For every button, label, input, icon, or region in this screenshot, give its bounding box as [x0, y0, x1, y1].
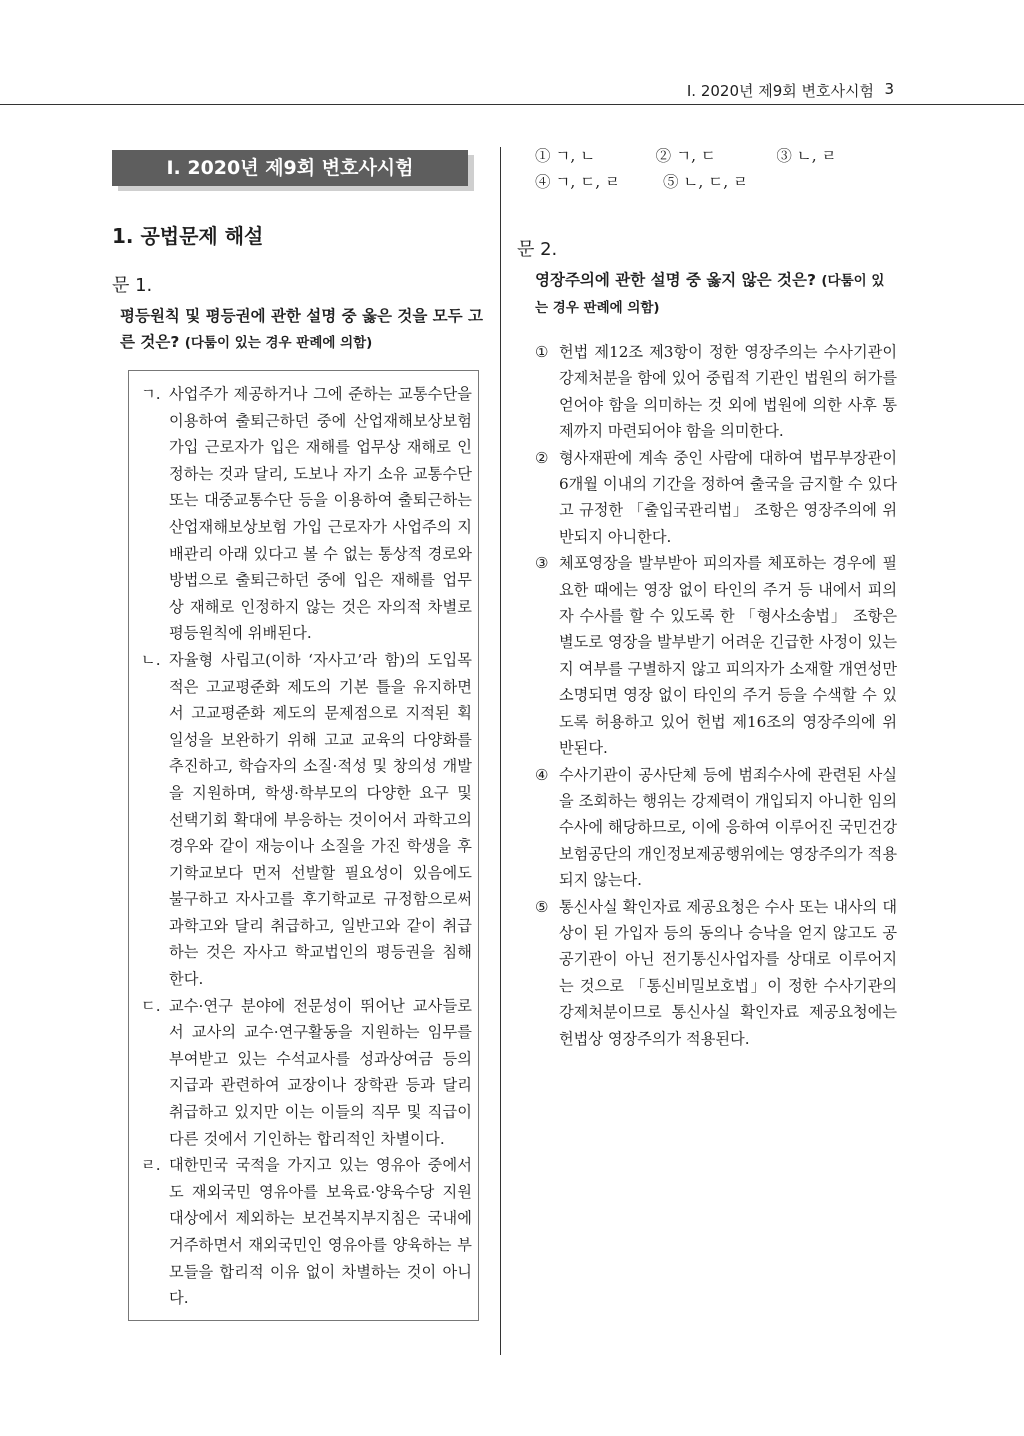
question-1-stem-text: 평등원칙 및 평등권에 관한 설명 중 옳은 것을 모두 고른 것은?: [120, 307, 484, 351]
choice-marker: ③: [535, 554, 549, 573]
answer-option[interactable]: ① ㄱ, ㄴ: [535, 147, 596, 165]
choice-marker: ②: [535, 448, 549, 467]
statement-item: [139, 1152, 472, 1312]
choice-marker: ⑤: [535, 897, 549, 916]
choice-text: 수사기관이 공사단체 등에 범죄수사에 관련된 사실을 조회하는 행위는 강제력이 개입되지 아니한 임의수사에 해당하므로, 이에 응하여 이루어진 국민건강보험공단의 개인정보제공행위에는 영장주의가 적용되지 않는다.: [559, 765, 897, 890]
answer-option[interactable]: ⑤ ㄴ, ㄷ, ㄹ: [663, 173, 749, 191]
choice-text: 체포영장을 발부받아 피의자를 체포하는 경우에 필요한 때에는 영장 없이 타인의 주거 등 내에서 피의자 수사를 할 수 있도록 한 「형사소송법」 조항은 별도로 영장을 발부받기 어려운 긴급한 사정이 있는지 여부를 구별하지 않고 피의자가 소재할 개연성만 소명되면 영장 없이 타인의 주거 등을 수색할 수 있도록 허용하고 있어 헌법 제16조의 영장주의에 위반된다.: [559, 554, 897, 758]
choice-text: 통신사실 확인자료 제공요청은 수사 또는 내사의 대상이 된 가입자 등의 동의나 승낙을 얻지 않고도 공공기관이 아닌 전기통신사업자를 상대로 이루어지는 것으로 「통신비밀보호법」이 정한 수사기관의 강제처분이므로 통신사실 확인자료 제공요청에는 헌법상 영장주의가 적용된다.: [559, 897, 897, 1048]
question-1-statement-box: [128, 370, 479, 1321]
question-2-note: (다툼이 있는 경우 판례에 의함): [535, 273, 885, 316]
statement-text: 사업주가 제공하거나 그에 준하는 교통수단을 이용하여 출퇴근하던 중에 산업재해보상보험 가입 근로자가 입은 재해를 업무상 재해로 인정하는 것과 달리, 도보나 자기 소유 교통수단 또는 대중교통수단 등을 이용하여 출퇴근하는 산업재해보상보험 가입 근로자가 사업주의 지배관리 아래 있다고 볼 수 없는 통상적 경로와 방법으로 출퇴근하던 중에 입은 재해를 업무상 재해로 인정하지 않는 것은 자의적 차별로 평등원칙에 위배된다.: [169, 385, 472, 643]
question-2-choices: [517, 339, 897, 1052]
question-2-number: 문 2.: [517, 239, 558, 260]
choice-text: 형사재판에 계속 중인 사람에 대하여 법무부장관이 6개월 이내의 기간을 정하여 출국을 금지할 수 있다고 규정한 「출입국관리법」 조항은 영장주의에 위반되지 아니한다.: [559, 448, 897, 546]
statement-marker: ㄴ.: [141, 650, 161, 669]
answer-choice[interactable]: [535, 762, 897, 894]
section-title: 1. 공법문제 해설: [112, 224, 264, 248]
statement-item: [139, 647, 472, 993]
column-divider: [500, 147, 501, 1355]
left-column: [112, 150, 484, 1321]
answer-choice[interactable]: [535, 550, 897, 761]
page-number: 3: [884, 80, 894, 98]
running-header: [0, 78, 1024, 105]
answer-option[interactable]: ③ ㄴ, ㄹ: [776, 147, 837, 165]
choice-text: 헌법 제12조 제3항이 정한 영장주의는 수사기관이 강제처분을 함에 있어 중립적 기관인 법원의 허가를 얻어야 함을 의미하는 것 외에 법원에 의한 사후 통제까지 마련되어야 함을 의미한다.: [559, 343, 897, 441]
question-2-stem: [517, 267, 897, 321]
question-2-stem-text: 영장주의에 관한 설명 중 옳지 않은 것은?: [535, 271, 816, 289]
header-title: Ⅰ. 2020년 제9회 변호사시험: [686, 82, 874, 100]
answer-choice[interactable]: [535, 445, 897, 551]
statement-text: 교수·연구 분야에 전문성이 뛰어난 교사들로서 교사의 교수·연구활동을 지원하는 임무를 부여받고 있는 수석교사를 성과상여금 등의 지급과 관련하여 교장이나 장학관 등과 달리 취급하고 있지만 이는 이들의 직무 및 직급이 다른 것에서 기인하는 합리적인 차별이다.: [169, 996, 472, 1148]
statement-marker: ㄹ.: [141, 1156, 161, 1175]
question-1-stem: [112, 303, 484, 356]
statement-item: [139, 993, 472, 1153]
answer-choice[interactable]: [535, 894, 897, 1052]
chapter-banner: Ⅰ. 2020년 제9회 변호사시험: [112, 150, 468, 186]
answer-choice[interactable]: [535, 339, 897, 445]
choice-marker: ①: [535, 343, 549, 361]
answer-option[interactable]: ② ㄱ, ㄷ: [655, 147, 716, 165]
question-1-note: (다툼이 있는 경우 판례에 의함): [184, 335, 373, 351]
statement-text: 대한민국 국적을 가지고 있는 영유아 중에서도 재외국민 영유아를 보육료·양육수당 지원대상에서 제외하는 보건복지부지침은 국내에 거주하면서 재외국민인 영유아를 양육하는 부모들을 합리적 이유 없이 차별하는 것이 아니다.: [169, 1156, 472, 1308]
right-column: [517, 143, 897, 1052]
choice-marker: ④: [535, 765, 549, 784]
statement-marker: ㄱ.: [141, 385, 161, 403]
answer-option[interactable]: ④ ㄱ, ㄷ, ㄹ: [535, 173, 621, 191]
statement-marker: ㄷ.: [141, 996, 161, 1015]
statement-item: [139, 381, 472, 647]
statement-text: 자율형 사립고(이하 ‘자사고’라 함)의 도입목적은 고교평준화 제도의 기본 틀을 유지하면서 고교평준화 제도의 문제점으로 지적된 획일성을 보완하기 위해 고교 교육의 다양화를 추진하고, 학습자의 소질·적성 및 창의성 개발을 지원하며, 학생·학부모의 다양한 요구 및 선택기회 확대에 부응하는 것이어서 과학고의 경우와 같이 재능이나 소질을 가진 학생을 후기학교보다 먼저 선발할 필요성이 있음에도 불구하고 자사고를 후기학교로 규정함으로써 과학고와 달리 취급하고, 일반고와 같이 취급하는 것은 자사고 학교법인의 평등권을 침해한다.: [169, 650, 472, 989]
question-1-number: 문 1.: [112, 275, 153, 296]
question-1-options: [517, 143, 897, 195]
